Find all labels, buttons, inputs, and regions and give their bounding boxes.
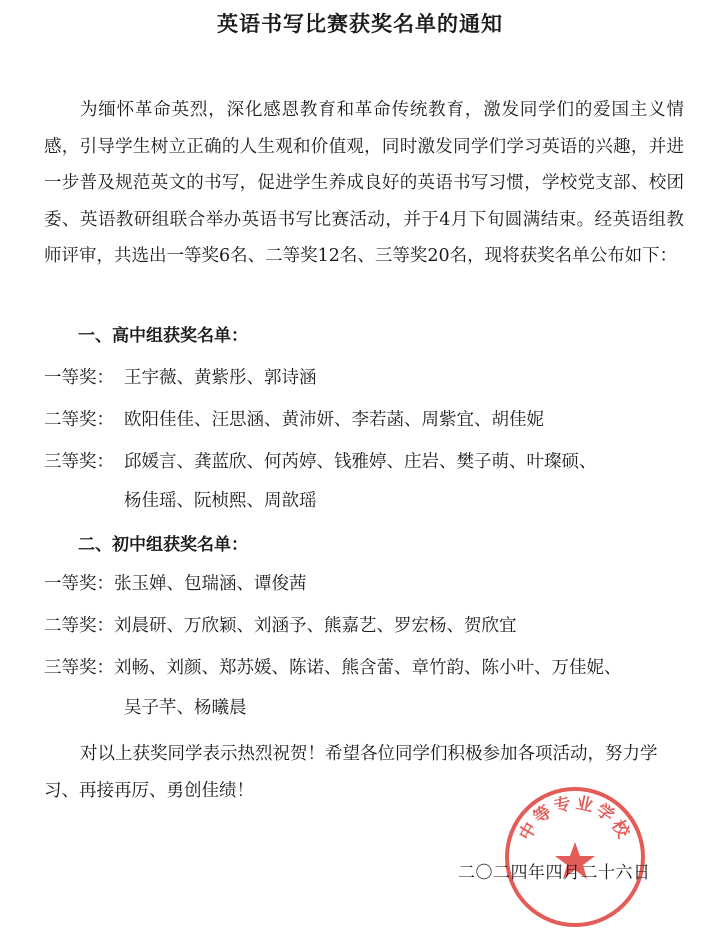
award-label: 一等奖： xyxy=(44,574,114,594)
award-names: 刘畅、刘颜、郑苏媛、陈诺、熊含蕾、章竹韵、陈小叶、万佳妮、 xyxy=(114,658,622,678)
intro-paragraph: 为缅怀革命英烈，深化感恩教育和革命传统教育，激发同学们的爱国主义情感，引导学生树立正确的人生观和价值观，同时激发同学们学习英语的兴趣，并进一步普及规范英文的书写，促进学生养成良好的英语书写习惯，学校党支部、校团委、英语教研组联合举办英语书写比赛活动，并于4月下旬圆满结束。经英语组教师评审，共选出一等奖6名、二等奖12名、三等奖20名，现将获奖名单公布如下： xyxy=(44,100,684,266)
seal-text: 中等专业学校 xyxy=(515,793,635,845)
award-label: 三等奖： xyxy=(44,452,114,472)
middle-school-second-prize xyxy=(44,608,684,645)
award-names: 刘晨研、万欣颖、刘涵予、熊嘉艺、罗宏杨、贺欣宜 xyxy=(114,616,517,636)
middle-school-third-prize xyxy=(44,650,684,687)
page-title: 英语书写比赛获奖名单的通知 xyxy=(217,12,503,36)
award-names: 欧阳佳佳、汪思涵、黄沛妍、李若菡、周紫宜、胡佳妮 xyxy=(124,410,544,430)
middle-school-heading: 二、初中组获奖名单： xyxy=(78,535,248,555)
high-school-second-prize xyxy=(44,402,684,439)
high-school-heading: 一、高中组获奖名单： xyxy=(78,326,248,346)
award-names: 王宇薇、黄紫彤、郭诗涵 xyxy=(124,368,317,388)
award-names: 张玉婵、包瑞涵、谭俊茜 xyxy=(114,574,307,594)
high-school-third-prize xyxy=(44,444,684,481)
high-school-third-prize-continued: 杨佳瑶、阮桢熙、周歆瑶 xyxy=(124,491,317,511)
middle-school-third-prize-continued: 吴子芊、杨曦晨 xyxy=(124,698,247,718)
award-label: 二等奖： xyxy=(44,616,114,636)
award-label: 一等奖： xyxy=(44,368,114,388)
award-label: 二等奖： xyxy=(44,410,114,430)
middle-school-first-prize xyxy=(44,566,684,603)
award-names: 邱媛言、龚蓝欣、何芮婷、钱雅婷、庄岩、樊子萌、叶璨硕、 xyxy=(124,452,597,472)
high-school-first-prize xyxy=(44,360,684,397)
closing-paragraph: 对以上获奖同学表示热烈祝贺！希望各位同学们积极参加各项活动，努力学习、再接再厉、勇创佳绩！ xyxy=(44,744,658,801)
notice-date: 二〇二四年四月二十六日 xyxy=(458,863,651,883)
school-seal-stamp xyxy=(500,782,650,932)
award-label: 三等奖： xyxy=(44,658,114,678)
